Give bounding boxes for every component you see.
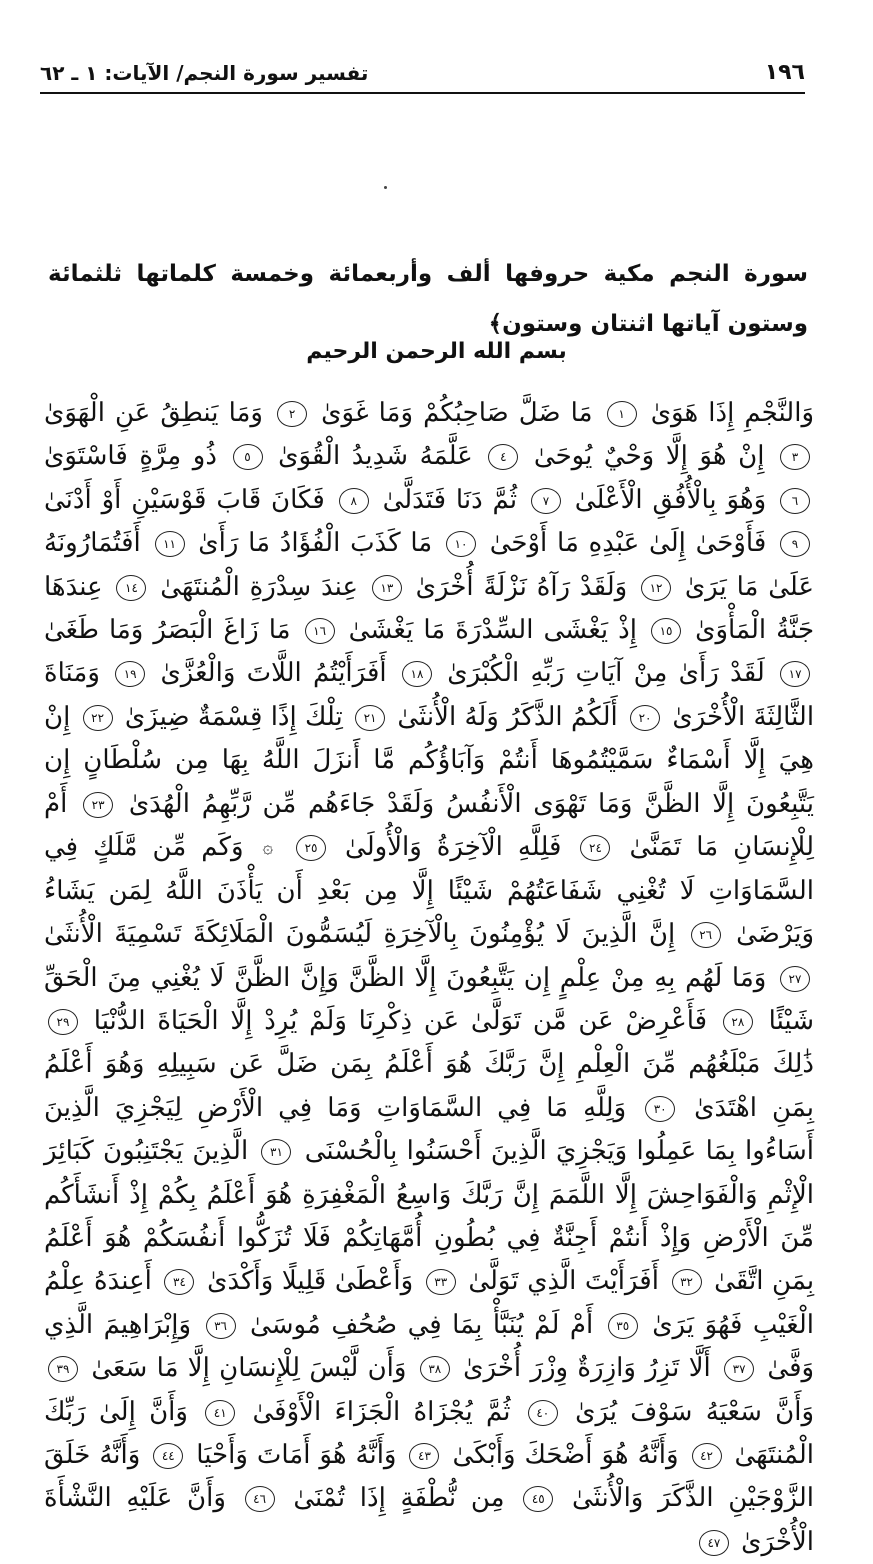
verse-text: ذَٰلِكَ مَبْلَغُهُم مِّنَ الْعِلْمِ إِنَّ رَبَّكَ هُوَ أَعْلَمُ بِمَن ضَلَّ عَن سَبِيلِهِ وَهُوَ أَعْلَمُ بِمَنِ اهْتَدَىٰ (44, 1049, 815, 1123)
verse-number-marker: ١ (607, 401, 637, 427)
verse-number-marker: ٢٠ (630, 705, 660, 731)
verse-number-marker: ٢٥ (296, 835, 326, 861)
verse-text: عَلَّمَهُ شَدِيدُ الْقُوَىٰ (278, 441, 473, 472)
verse-number-marker: ٣٠ (645, 1096, 675, 1122)
verse-number-marker: ١٦ (305, 618, 335, 644)
verse-number-marker: ٣٥ (608, 1313, 638, 1339)
verse-number-marker: ١٨ (402, 661, 432, 687)
verse-text: وَكَم مِّن مَّلَكٍ فِي السَّمَاوَاتِ لَا تُغْنِي شَفَاعَتُهُمْ شَيْئًا إِلَّا مِن بَعْدِ أَن يَأْذَنَ اللَّهُ لِمَن يَشَاءُ وَيَرْضَىٰ (44, 832, 814, 950)
verse-text: وَلَقَدْ رَآهُ نَزْلَةً أُخْرَىٰ (415, 571, 628, 602)
verse-text: ثُمَّ دَنَا فَتَدَلَّىٰ (382, 484, 518, 515)
verse-number-marker: ١٤ (116, 575, 146, 601)
verse-text: أَفَرَأَيْتُمُ اللَّاتَ وَالْعُزَّىٰ (160, 658, 387, 689)
verse-number-marker: ٣٧ (724, 1356, 754, 1382)
verse-text: أَلَّا تَزِرُ وَازِرَةٌ وِزْرَ أُخْرَىٰ (463, 1353, 711, 1384)
verse-number-marker: ١٣ (372, 575, 402, 601)
verse-number-marker: ٣ (780, 444, 810, 470)
verse-number-marker: ٣٩ (48, 1356, 78, 1382)
verse-text: وَأَنَّ عَلَيْهِ النَّشْأَةَ الْأُخْرَىٰ (44, 1483, 814, 1557)
hizb-marker-icon: ۞ (262, 837, 274, 859)
verse-number-marker: ٢٢ (83, 705, 113, 731)
verse-text: فَلِلَّهِ الْآخِرَةُ وَالْأُولَىٰ (345, 832, 562, 863)
verse-text: وَمَا يَنطِقُ عَنِ الْهَوَىٰ (44, 398, 263, 428)
verse-number-marker: ٤٦ (245, 1486, 275, 1512)
verse-text: مَا كَذَبَ الْفُؤَادُ مَا رَأَىٰ (198, 528, 433, 559)
verse-text: ثُمَّ يُجْزَاهُ الْجَزَاءَ الْأَوْفَىٰ (252, 1396, 511, 1427)
verse-number-marker: ٢٧ (780, 966, 810, 992)
verse-number-marker: ٣٢ (672, 1269, 702, 1295)
verse-text: وَأَعْطَىٰ قَلِيلًا وَأَكْدَىٰ (207, 1266, 414, 1297)
verse-text: وَلِلَّهِ مَا فِي السَّمَاوَاتِ وَمَا فِي الْأَرْضِ لِيَجْزِيَ الَّذِينَ أَسَاءُوا بِمَا عَمِلُوا وَيَجْزِيَ الَّذِينَ أَحْسَنُوا بِالْحُسْنَى (44, 1092, 814, 1167)
basmala: بسم الله الرحمن الرحيم (306, 339, 567, 364)
quran-text (44, 392, 815, 1557)
verse-text: وَهُوَ بِالْأُفُقِ الْأَعْلَىٰ (574, 484, 767, 515)
verse-number-marker: ٢٣ (83, 792, 113, 818)
verse-text: إِذْ يَغْشَى السِّدْرَةَ مَا يَغْشَىٰ (348, 615, 637, 646)
verse-number-marker: ٣٦ (206, 1313, 236, 1339)
verse-text: عِندَهَا جَنَّةُ الْمَأْوَىٰ (44, 571, 815, 646)
verse-number-marker: ١٩ (115, 661, 145, 687)
verse-text: وَأَنَّهُ خَلَقَ الزَّوْجَيْنِ الذَّكَرَ وَالْأُنثَىٰ (44, 1440, 815, 1514)
verse-number-marker: ٤٠ (528, 1400, 558, 1426)
verse-text: أَفَرَأَيْتَ الَّذِي تَوَلَّىٰ (468, 1266, 659, 1297)
verse-text: إِنَّ الَّذِينَ لَا يُؤْمِنُونَ بِالْآخِرَةِ لَيُسَمُّونَ الْمَلَائِكَةَ تَسْمِيَةَ الْأُنثَىٰ (44, 919, 676, 950)
verse-number-marker: ٢٦ (691, 922, 721, 948)
verse-number-marker: ٣٣ (426, 1269, 456, 1295)
verse-number-marker: ٣١ (261, 1139, 291, 1165)
verse-number-marker: ٤٥ (523, 1486, 553, 1512)
header-rule (40, 92, 805, 94)
verse-number-marker: ٢٨ (723, 1009, 753, 1035)
running-title: تفسير سورة النجم/ الآيات: ١ ـ ٦٢ (40, 61, 369, 85)
verse-number-marker: ١٧ (780, 661, 810, 687)
verse-text: وَمَا لَهُم بِهِ مِنْ عِلْمٍ إِن يَتَّبِعُونَ إِلَّا الظَّنَّ وَإِنَّ الظَّنَّ لَا يُغْنِي مِنَ الْحَقِّ شَيْئًا (44, 962, 815, 1036)
verse-number-marker: ٢١ (355, 705, 385, 731)
verse-number-marker: ٦ (780, 488, 810, 514)
verse-number-marker: ٨ (339, 488, 369, 514)
page-header (40, 58, 805, 94)
verse-text: فَأَعْرِضْ عَن مَّن تَوَلَّىٰ عَن ذِكْرِنَا وَلَمْ يُرِدْ إِلَّا الْحَيَاةَ الدُّنْيَا (93, 1005, 708, 1036)
verse-text: أَفَتُمَارُونَهُ عَلَىٰ مَا يَرَىٰ (44, 528, 815, 602)
verse-text: لَقَدْ رَأَىٰ مِنْ آيَاتِ رَبِّهِ الْكُبْرَىٰ (447, 658, 765, 689)
verse-text: وَإِبْرَاهِيمَ الَّذِي وَفَّىٰ (44, 1309, 815, 1384)
verse-text: ذُو مِرَّةٍ فَاسْتَوَىٰ (44, 441, 217, 472)
verse-number-marker: ٢٩ (48, 1009, 78, 1035)
verse-text: وَأَنَّهُ هُوَ أَضْحَكَ وَأَبْكَىٰ (452, 1440, 679, 1471)
verse-text: إِنْ هِيَ إِلَّا أَسْمَاءٌ سَمَّيْتُمُوهَا أَنتُمْ وَآبَاؤُكُم مَّا أَنزَلَ اللَّهُ بِهَا مِن سُلْطَانٍ إِن يَتَّبِعُونَ إِلَّا الظَّنَّ وَمَا تَهْوَى الْأَنفُسُ وَلَقَدْ جَاءَهُم مِّن رَّبِّهِمُ الْهُدَىٰ (44, 701, 815, 819)
verse-number-marker: ٣٨ (420, 1356, 450, 1382)
verse-text: فَكَانَ قَابَ قَوْسَيْنِ أَوْ أَدْنَىٰ (44, 484, 325, 515)
verse-text: عِندَ سِدْرَةِ الْمُنتَهَىٰ (160, 571, 359, 602)
page-number: ١٩٦ (764, 60, 805, 85)
verse-number-marker: ٢ (277, 401, 307, 427)
verse-text: أَمْ لِلْإِنسَانِ مَا تَمَنَّىٰ (44, 788, 814, 863)
verse-text: إِنْ هُوَ إِلَّا وَحْيٌ يُوحَىٰ (533, 441, 765, 472)
verse-text: وَأَن لَّيْسَ لِلْإِنسَانِ إِلَّا مَا سَعَىٰ (91, 1353, 407, 1384)
verse-number-marker: ٣٤ (164, 1269, 194, 1295)
verse-number-marker: ٧ (531, 488, 561, 514)
verse-text: الَّذِينَ يَجْتَنِبُونَ كَبَائِرَ الْإِثْمِ وَالْفَوَاحِشَ إِلَّا اللَّمَمَ إِنَّ رَبَّكَ وَاسِعُ الْمَغْفِرَةِ هُوَ أَعْلَمُ بِكُمْ إِذْ أَنشَأَكُم مِّنَ الْأَرْضِ وَإِذْ أَنتُمْ أَجِنَّةٌ فِي بُطُونِ أُمَّهَاتِكُمْ فَلَا تُزَكُّوا أَنفُسَكُمْ هُوَ أَعْلَمُ بِمَنِ اتَّقَىٰ (44, 1136, 815, 1297)
verse-number-marker: ٤٣ (409, 1443, 439, 1469)
print-speck (384, 186, 387, 189)
verse-text: وَأَنَّ إِلَىٰ رَبِّكَ الْمُنتَهَىٰ (44, 1396, 815, 1471)
verse-text: فَأَوْحَىٰ إِلَىٰ عَبْدِهِ مَا أَوْحَىٰ (489, 528, 767, 559)
verse-text: أَمْ لَمْ يُنَبَّأْ بِمَا فِي صُحُفِ مُوسَىٰ (250, 1309, 594, 1340)
verse-number-marker: ٤٢ (692, 1443, 722, 1469)
verse-text: مِن نُّطْفَةٍ إِذَا تُمْنَىٰ (293, 1483, 505, 1514)
verse-number-marker: ٤١ (205, 1400, 235, 1426)
verse-number-marker: ٢٤ (580, 835, 610, 861)
verse-number-marker: ٥ (233, 444, 263, 470)
verse-text: وَأَنَّهُ هُوَ أَمَاتَ وَأَحْيَا (196, 1440, 397, 1471)
verse-text: تِلْكَ إِذًا قِسْمَةٌ ضِيزَىٰ (124, 701, 343, 732)
verse-number-marker: ٤ (488, 444, 518, 470)
verse-number-marker: ١٢ (641, 575, 671, 601)
verse-number-marker: ٩ (780, 531, 810, 557)
verse-text: أَلَكُمُ الذَّكَرُ وَلَهُ الْأُنثَىٰ (397, 701, 618, 732)
verse-text: مَا ضَلَّ صَاحِبُكُمْ وَمَا غَوَىٰ (321, 398, 593, 428)
verse-number-marker: ١٥ (651, 618, 681, 644)
verse-number-marker: ١١ (155, 531, 185, 557)
verse-text: وَمَنَاةَ الثَّالِثَةَ الْأُخْرَىٰ (44, 658, 815, 732)
verse-number-marker: ١٠ (446, 531, 476, 557)
verse-number-marker: ٤٤ (153, 1443, 183, 1469)
verse-number-marker: ٤٧ (699, 1530, 729, 1556)
verse-text: أَعِندَهُ عِلْمُ الْغَيْبِ فَهُوَ يَرَىٰ (44, 1266, 814, 1340)
verse-text: وَأَنَّ سَعْيَهُ سَوْفَ يُرَىٰ (575, 1396, 815, 1427)
verse-text: وَالنَّجْمِ إِذَا هَوَىٰ (650, 398, 815, 428)
surah-intro: سورة النجم مكية حروفها ألف وأربعمائة وخمسة كلماتها ثلثمائة وستون آياتها اثنتان وستون﴾ (48, 261, 808, 337)
verse-text: مَا زَاغَ الْبَصَرُ وَمَا طَغَىٰ (44, 615, 291, 646)
